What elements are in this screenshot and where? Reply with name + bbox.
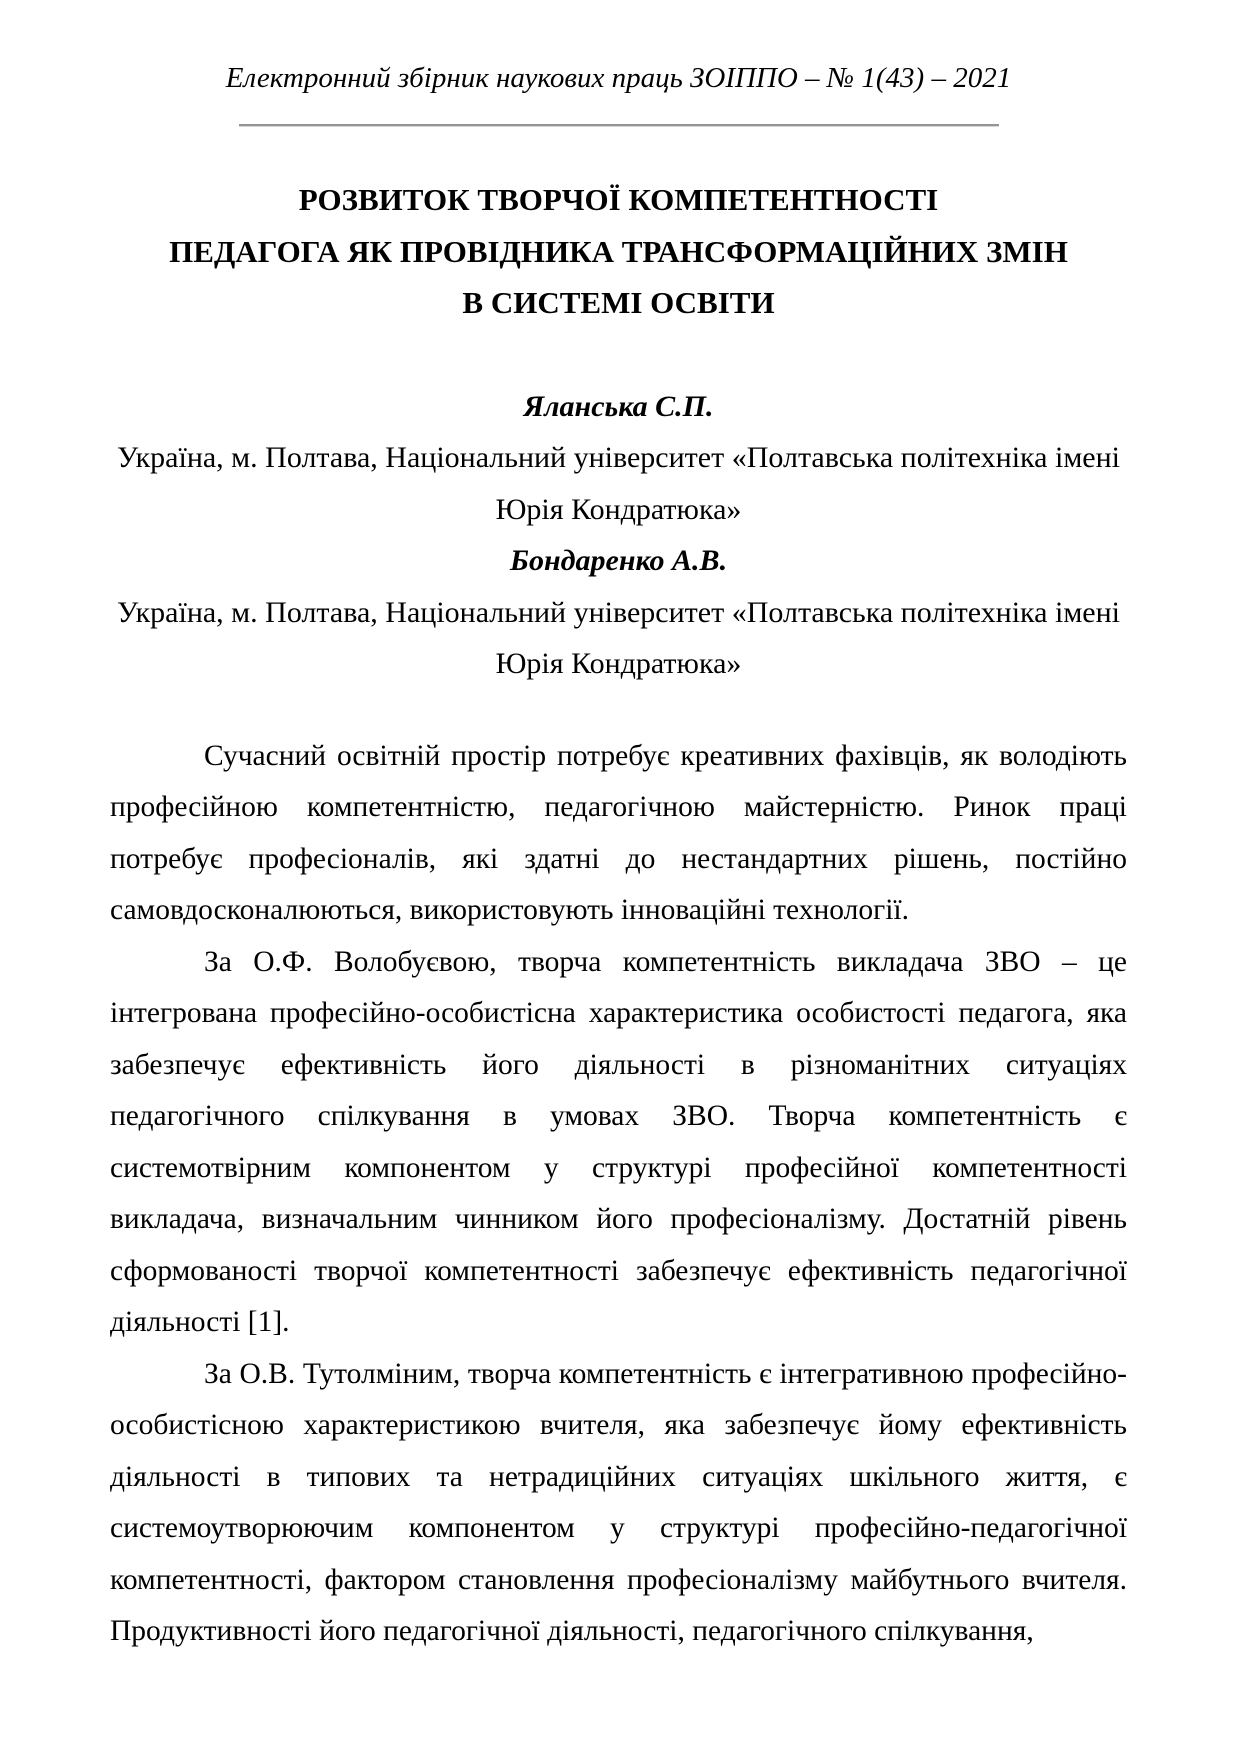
body-text-line: системотвірним компонентом у структурі професійної компетентності (110, 1151, 1127, 1184)
paragraph (110, 731, 1127, 937)
author-affiliation-line: Україна, м. Полтава, Національний університет «Полтавська політехніка імені (116, 595, 1121, 629)
body-text-line: викладача, визначальним чинником його професіоналізму. Достатній рівень (110, 1203, 1127, 1235)
author-affiliation-line: Юрія Кондратюка» (495, 492, 742, 526)
body-text-line: професійною компетентністю, педагогічною майстерністю. Ринок праці (110, 791, 1127, 823)
paragraph (110, 937, 1127, 1349)
body-text-line: педагогічного спілкування в умовах ЗВО. Творча компетентність є (110, 1100, 1127, 1132)
header-divider-line (239, 124, 999, 127)
body-text-line: забезпечує ефективність його діяльності в різноманітних ситуаціях (110, 1048, 1127, 1081)
body-text-line: За О.Ф. Волобуєвою, творча компетентність викладача ЗВО – це (204, 945, 1127, 978)
journal-header: Електронний збірник наукових праць ЗОІППО – № 1(43) – 2021 (225, 62, 1012, 94)
body-text-line: потребує професіоналів, які здатні до нестандартних рішень, постійно (110, 842, 1127, 875)
body-text-line: інтегрована професійно-особистісна характеристика особистості педагога, яка (110, 997, 1127, 1029)
body-text-line: сформованості творчої компетентності забезпечує ефективність педагогічної (110, 1254, 1127, 1287)
article-body (110, 731, 1127, 1658)
paragraph (110, 1349, 1127, 1658)
article-title (110, 174, 1127, 329)
author-name: Бондаренко А.В. (509, 544, 728, 577)
authors-block (110, 381, 1127, 690)
author-affiliation-line: Юрія Кондратюка» (495, 647, 742, 680)
author-name: Яланська С.П. (523, 389, 714, 423)
author-affiliation-line: Україна, м. Полтава, Національний університет «Полтавська політехніка імені (116, 441, 1121, 474)
body-text-line: діяльності [1]. (110, 1306, 290, 1338)
body-text-line: компетентності, фактором становлення професіоналізму майбутнього вчителя. (110, 1563, 1127, 1596)
article-title-line: В СИСТЕМІ ОСВІТИ (462, 285, 775, 320)
article-title-line: ПЕДАГОГА ЯК ПРОВІДНИКА ТРАНСФОРМАЦІЙНИХ ЗМІН (169, 233, 1068, 269)
body-text-line: Сучасний освітній простір потребує креативних фахівців, як володіють (204, 739, 1127, 772)
body-text-line: За О.В. Тутолміним, творча компетентність є інтегративною професійно- (204, 1357, 1127, 1390)
body-text-line: Продуктивності його педагогічної діяльності, педагогічного спілкування, (110, 1615, 1034, 1647)
body-text-line: самовдосконалюються, використовують інноваційні технології. (110, 894, 909, 926)
body-text-line: діяльності в типових та нетрадиційних ситуаціях шкільного життя, є (110, 1460, 1127, 1493)
body-text-line: системоутворюючим компонентом у структурі професійно-педагогічної (110, 1512, 1127, 1544)
body-text-line: особистісною характеристикою вчителя, яка забезпечує йому ефективність (110, 1409, 1127, 1441)
article-title-line: РОЗВИТОК ТВОРЧОЇ КОМПЕТЕНТНОСТІ (298, 182, 939, 217)
